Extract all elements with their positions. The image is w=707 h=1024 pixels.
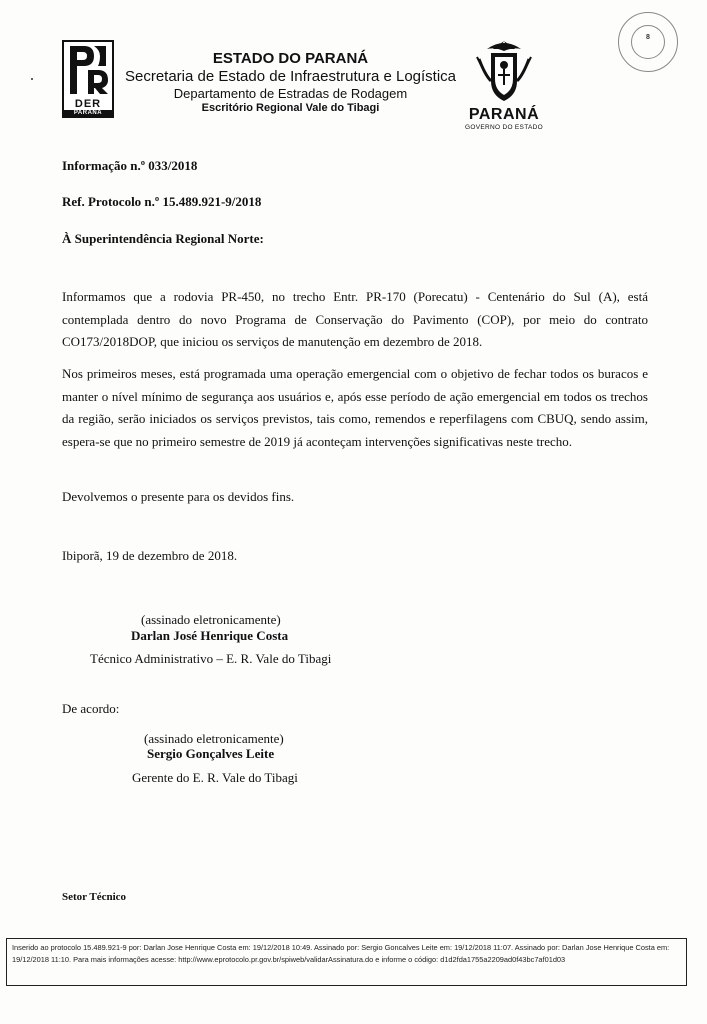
der-logo (62, 40, 114, 118)
information-number: Informação n.º 033/2018 (62, 158, 198, 173)
scan-speck (31, 78, 33, 80)
signer-name: Sergio Gonçalves Leite (147, 746, 275, 761)
document-date: Ibiporã, 19 de dezembro de 2018. (62, 548, 238, 563)
signer-role: Técnico Administrativo – E. R. Vale do Tibagi (90, 651, 332, 666)
signature-note: (assinado eletronicamente) (144, 731, 284, 746)
page-number: 8 (646, 34, 650, 41)
der-logo-parana: PARANÁ (64, 110, 112, 116)
signer-role: Gerente do E. R. Vale do Tibagi (132, 770, 298, 785)
department-name: Departamento de Estradas de Rodagem (173, 86, 408, 101)
paragraph: Nos primeiros meses, está programada uma operação emergencial com o objetivo de fechar todos os buracos e manter o nível mínimo de segurança aos usuários e, após esse período de ação emergencial em todos os trechos da região, serão iniciados os serviços previstos, tais como, remendos e reperfilagens com CBUQ, sendo assim, espera-se que no primeiro semestre de 2019 já aconteçam intervenções significativas neste trecho. (62, 366, 648, 449)
coat-of-arms-government: GOVERNO DO ESTADO (465, 124, 543, 131)
coat-of-arms-name: PARANÁ (468, 106, 540, 123)
state-name: ESTADO DO PARANÁ (212, 50, 369, 67)
coat-of-arms-icon (469, 35, 539, 105)
paragraph: Informamos que a rodovia PR-450, no trecho Entr. PR-170 (Porecatu) - Centenário do Sul (A), está contemplada dentro do novo Programa de Conservação do Pavimento (COP), por meio do contrato CO173/2018DOP, que iniciou os serviços de manutenção em dezembro de 2018. (62, 289, 648, 349)
signer-name: Darlan José Henrique Costa (131, 628, 289, 643)
paragraph: Devolvemos o presente para os devidos fins. (62, 489, 295, 504)
der-logo-text: DER (74, 98, 102, 110)
der-monogram-icon (64, 42, 112, 98)
agreement-label: De acordo: (62, 701, 120, 716)
addressee: À Superintendência Regional Norte: (62, 231, 264, 246)
electronic-signature-footer: Inserido ao protocolo 15.489.921-9 por: Darlan Jose Henrique Costa em: 19/12/2018 10:49. Assinado por: Sergio Goncalves Leite em: 19/12/2018 11:07. Assinado por: Darlan Jose Henrique Costa em: 19/12/2018 11:10. Para mais informações acesse: http://www.eprotocolo.pr.gov.br/spiweb/validarAssinatura.do e informe o código: d1d2fda1755a2209ad0f43bc7af01d03 (6, 938, 687, 986)
page-number-stamp (618, 12, 678, 72)
signature-note: (assinado eletronicamente) (141, 612, 281, 627)
letterhead (118, 50, 463, 115)
protocol-reference: Ref. Protocolo n.º 15.489.921-9/2018 (62, 194, 262, 209)
sector-label: Setor Técnico (62, 891, 127, 903)
office-name: Escritório Regional Vale do Tibagi (201, 102, 380, 114)
secretariat-name: Secretaria de Estado de Infraestrutura e Logística (124, 68, 457, 85)
parana-coat-of-arms (464, 35, 544, 140)
